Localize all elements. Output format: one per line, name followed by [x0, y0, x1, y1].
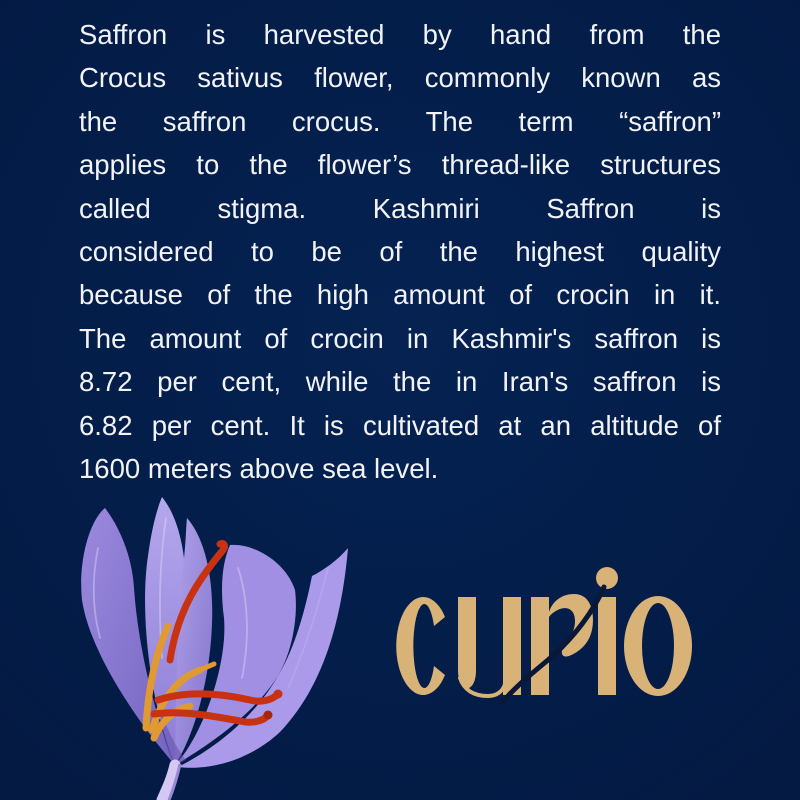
stigma-tip [264, 711, 273, 720]
paragraph-line: The amount of crocin in Kashmir's saffron is [79, 322, 721, 354]
paragraph-line: 6.82 per cent. It is cultivated at an altitude of [79, 409, 721, 441]
paragraph-line: 1600 meters above sea level. [79, 453, 439, 485]
paragraph-line: called stigma. Kashmiri Saffron is [79, 192, 721, 224]
logo-letter-i [598, 597, 616, 695]
paragraph-line: considered to be of the highest quality [79, 236, 721, 268]
logo-letter-c [396, 597, 445, 695]
paragraph-line: 8.72 per cent, while the in Iran's saffron is [79, 366, 721, 398]
brand-name-text [0, 0, 1, 1]
logo-letter-o [624, 596, 692, 696]
crocus-flower-image [28, 488, 363, 800]
logo-letter-u-right [503, 597, 521, 695]
paragraph-line: Crocus sativus flower, commonly known as [79, 62, 721, 94]
paragraph-line: Saffron is harvested by hand from the [79, 19, 721, 50]
flower-stem [162, 765, 175, 800]
petals-group [81, 497, 348, 768]
stigma-tip [274, 690, 283, 699]
paragraph-line: the saffron crocus. The term “saffron” [79, 105, 721, 137]
logo-letter-r-shoulder [549, 594, 593, 657]
curio-logo [392, 562, 694, 704]
logo-letter-u-left [458, 597, 476, 689]
logo-letter-r-stem [531, 597, 549, 695]
saffron-paragraph [79, 13, 721, 490]
stem-group [162, 764, 180, 800]
paragraph-line: applies to the flower’s thread-like structures [79, 149, 721, 181]
logo-letter-i-dot [596, 567, 618, 589]
paragraph-line: because of the high amount of crocin in it. [79, 279, 721, 311]
logo-letters [396, 567, 692, 696]
